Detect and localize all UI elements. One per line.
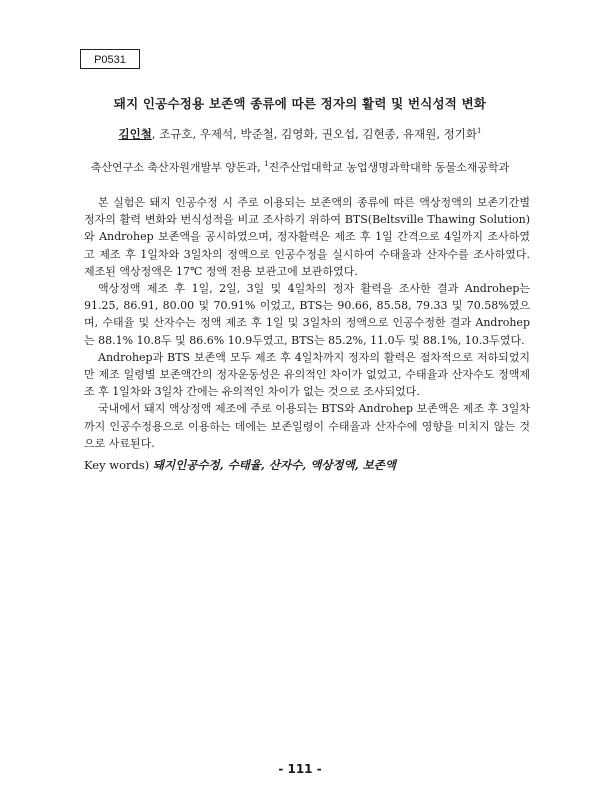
keywords-label: Key words) <box>84 458 153 472</box>
paper-title: 돼지 인공수정용 보존액 종류에 따른 정자의 활력 및 번식성적 변화 <box>113 96 487 111</box>
affiliation-main: 축산연구소 축산자원개발부 양돈과, <box>90 161 265 174</box>
abstract-paragraph: 본 실험은 돼지 인공수정 시 주로 이용되는 보존액의 종류에 따른 액상정액의 보존기간별 정자의 활력 변화와 번식성적을 비교 조사하기 위하여 BTS(Beltsville Thawing Solution)와 Androhep 보존액을 공시하였으며, 정자활력은 제조 후 1일 간격으로 4일까지 조사하였고 제조 후 1일차와 3일차의 정액으로 인공수정을 실시하여 수태율과 산자수를 조사하였다. 제조된 액상정액은 17℃ 정액 전용 보관고에 보관하였다. <box>84 196 530 278</box>
affiliation-mark: 1 <box>264 160 269 168</box>
author-affiliation-mark: 1 <box>476 127 482 135</box>
affiliation-line <box>60 159 540 175</box>
affiliation-secondary: 진주산업대학교 농업생명과학대학 동물소재공학과 <box>268 161 510 174</box>
abstract-paragraph: 국내에서 돼지 액상정액 제조에 주로 이용되는 BTS와 Androhep 보존액은 제조 후 3일차까지 인공수정용으로 이용하는 데에는 보존일령이 수태율과 산자수에 영향을 미치지 않는 것으로 사료된다. <box>84 402 530 450</box>
paper-code-box: P0531 <box>80 49 140 69</box>
author-list <box>60 126 540 142</box>
page-number: - 111 - <box>278 762 322 776</box>
abstract-paragraph: 액상정액 제조 후 1일, 2일, 3일 및 4일차의 정자 활력을 조사한 결과 Androhep는 91.25, 86.91, 80.00 및 70.91% 이었고, BTS는 90.66, 85.58, 79.33 및 70.58%였으며, 수태율 및 산자수는 정액 제조 후 1일 및 3일차의 정액으로 인공수정한 결과 Androhep는 88.1% 10.8두 및 86.6% 10.9두였고, BTS는 85.2%, 11.0두 및 88.1%, 10.3두였다. <box>84 282 530 347</box>
abstract-paragraph: Androhep과 BTS 보존액 모두 제조 후 4일차까지 정자의 활력은 점차적으로 저하되었지만 제조 일령별 보존액간의 정자운동성은 유의적인 차이가 없었고, 수태율과 산자수도 정액제조 후 1일차와 3일차 간에는 유의적인 차이가 없는 것으로 조사되었다. <box>84 350 530 399</box>
keywords-line <box>84 457 530 473</box>
abstract-body <box>84 194 530 452</box>
lead-author: 김인철 <box>118 127 152 141</box>
keywords-terms: 돼지인공수정, 수태율, 산자수, 액상정액, 보존액 <box>152 458 397 472</box>
co-authors: , 조규호, 우제석, 박준철, 김영화, 권오섭, 김현종, 유재원, 정기화 <box>151 127 477 141</box>
